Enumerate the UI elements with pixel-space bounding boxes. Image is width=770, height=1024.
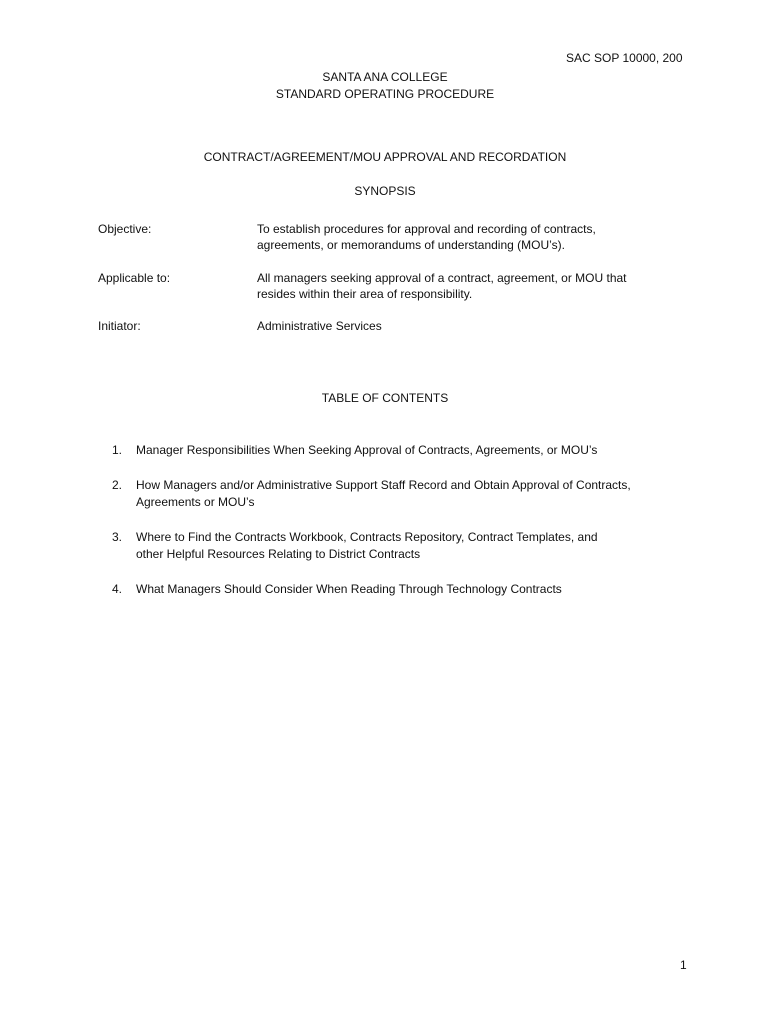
toc-item-number: 1. <box>112 443 123 457</box>
initiator-label: Initiator: <box>98 319 141 333</box>
college-name: SANTA ANA COLLEGE <box>322 70 448 84</box>
toc-item-number: 3. <box>112 530 123 544</box>
toc-item-3: Where to Find the Contracts Workbook, Contracts Repository, Contract Templates, and <box>136 530 598 544</box>
applicable-line-2: resides within their area of responsibility. <box>257 287 473 301</box>
toc-heading: TABLE OF CONTENTS <box>321 391 449 405</box>
toc-item-1: Manager Responsibilities When Seeking Approval of Contracts, Agreements, or MOU’s <box>136 443 598 457</box>
toc-item-number: 2. <box>112 478 123 492</box>
objective-line-1: To establish procedures for approval and recording of contracts, <box>257 222 596 236</box>
page-title: CONTRACT/AGREEMENT/MOU APPROVAL AND RECORDATION <box>203 150 567 164</box>
synopsis-heading: SYNOPSIS <box>354 184 416 198</box>
page-number: 1 <box>680 958 687 972</box>
initiator-value: Administrative Services <box>257 319 382 333</box>
toc-item-3-continued: other Helpful Resources Relating to District Contracts <box>136 547 421 561</box>
toc-item-number: 4. <box>112 582 123 596</box>
toc-item-4: What Managers Should Consider When Reading Through Technology Contracts <box>136 582 562 596</box>
doc-type: STANDARD OPERATING PROCEDURE <box>275 87 495 101</box>
objective-label: Objective: <box>98 222 152 236</box>
toc-item-2-continued: Agreements or MOU’s <box>136 495 255 509</box>
applicable-line-1: All managers seeking approval of a contract, agreement, or MOU that <box>257 271 627 285</box>
applicable-label: Applicable to: <box>98 271 171 285</box>
doc-code: SAC SOP 10000, 200 <box>566 51 683 65</box>
toc-item-2: How Managers and/or Administrative Support Staff Record and Obtain Approval of Contracts, <box>136 478 631 492</box>
objective-line-2: agreements, or memorandums of understanding (MOU’s). <box>257 238 565 252</box>
